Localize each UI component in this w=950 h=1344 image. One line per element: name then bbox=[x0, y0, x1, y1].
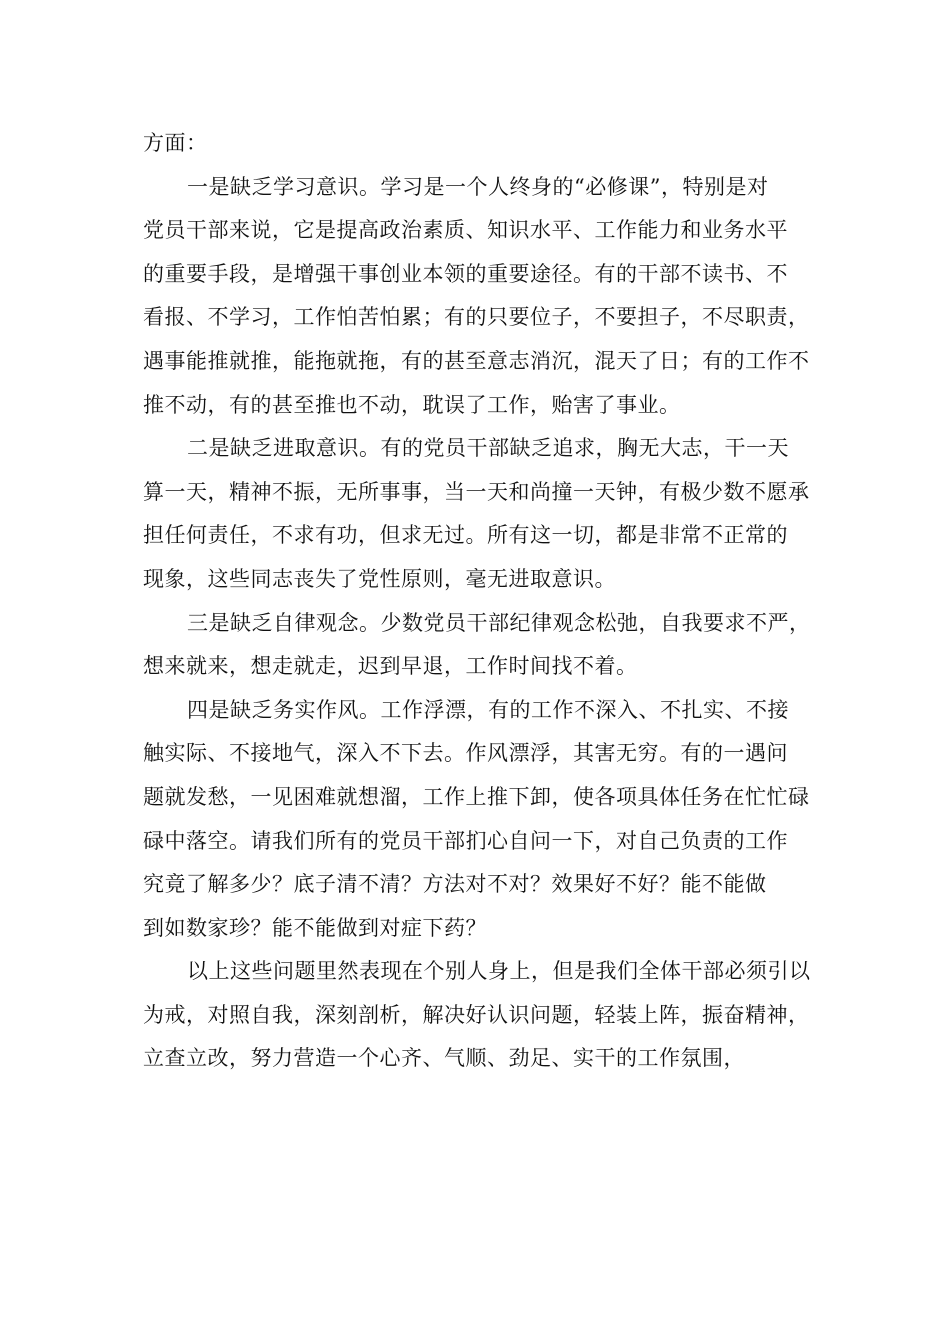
text-line: 三是缺乏自律观念。少数党员干部纪律观念松弛，自我要求不严， bbox=[187, 610, 811, 635]
text-line: 题就发愁，一见困难就想溜，工作上推下卸，使各项具体任务在忙忙碌 bbox=[143, 784, 810, 809]
text-line: 党员干部来说，它是提高政治素质、知识水平、工作能力和业务水平 bbox=[143, 218, 788, 243]
text-line: 究竟了解多少？底子清不清？方法对不对？效果好不好？能不能做 bbox=[143, 872, 767, 897]
text-line: 以上这些问题里然表现在个别人身上，但是我们全体干部必须引以 bbox=[187, 959, 811, 984]
text-line: 推不动，有的甚至推也不动，耽误了工作，贻害了事业。 bbox=[143, 392, 681, 417]
document-body bbox=[143, 122, 811, 1081]
text-line: 方面： bbox=[143, 131, 208, 155]
text-line: 遇事能推就推，能拖就拖，有的甚至意志消沉，混天了日；有的工作不 bbox=[143, 348, 810, 373]
text-line: 看报、不学习，工作怕苦怕累；有的只要位子，不要担子，不尽职责， bbox=[143, 305, 810, 330]
text-line: 担任何责任，不求有功，但求无过。所有这一切，都是非常不正常的 bbox=[143, 523, 788, 548]
text-line: 算一天，精神不振，无所事事，当一天和尚撞一天钟，有极少数不愿承 bbox=[143, 479, 810, 504]
text-line: 一是缺乏学习意识。学习是一个人终身的“必修课”，特别是对 bbox=[187, 174, 769, 199]
text-line: 二是缺乏进取意识。有的党员干部缺乏追求，胸无大志，干一天 bbox=[187, 436, 789, 461]
text-line: 现象，这些同志丧失了党性原则，毫无进取意识。 bbox=[143, 566, 616, 591]
text-line: 为戒，对照自我，深刻剖析，解决好认识问题，轻装上阵，振奋精神， bbox=[143, 1002, 810, 1027]
text-line: 触实际、不接地气，深入不下去。作风漂浮，其害无穷。有的一遇问 bbox=[143, 741, 788, 766]
text-line: 到如数家珍？能不能做到对症下药？ bbox=[143, 915, 487, 940]
text-line: 碌中落空。请我们所有的党员干部扪心自问一下，对自己负责的工作 bbox=[143, 828, 788, 853]
text-line: 想来就来，想走就走，迟到早退，工作时间找不着。 bbox=[143, 654, 638, 679]
text-line: 四是缺乏务实作风。工作浮漂，有的工作不深入、不扎实、不接 bbox=[187, 697, 789, 722]
text-line: 立查立改，努力营造一个心齐、气顺、劲足、实干的工作氛围， bbox=[143, 1046, 745, 1071]
text-line: 的重要手段，是增强干事创业本领的重要途径。有的干部不读书、不 bbox=[143, 261, 788, 286]
